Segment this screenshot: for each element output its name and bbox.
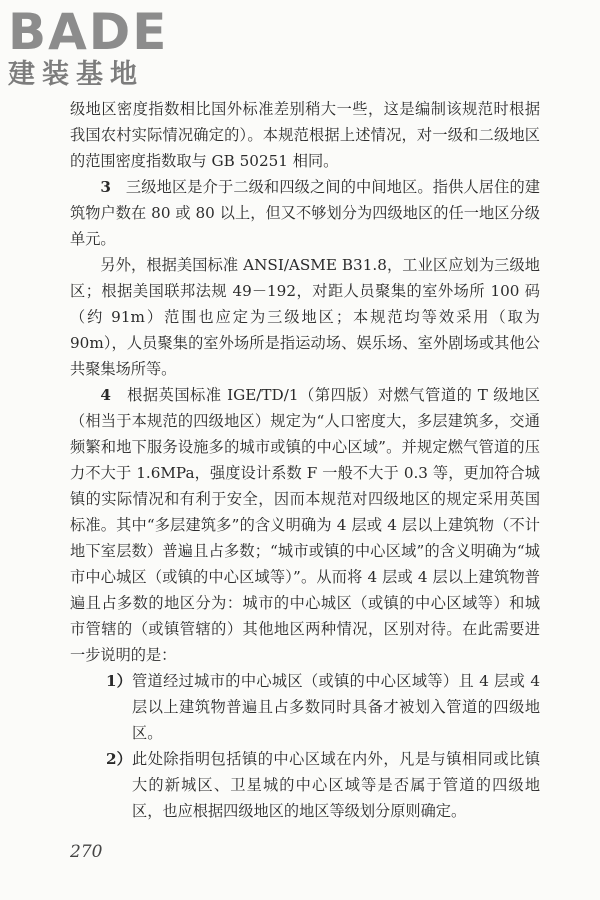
- page-number: 270: [70, 842, 103, 862]
- clause-4: [70, 382, 540, 668]
- paragraph-other: 另外，根据美国标准 ANSI/ASME B31.8，工业区应划为三级地区；根据美国联邦法规 49－192，对距人员聚集的室外场所 100 码（约 91m）范围也应定为三级地区；本规范均等效采用（取为 90m），人员聚集的室外场所是指运动场、娱乐场、室外剧场或其他公共聚集场所等。: [70, 256, 540, 378]
- clause-number: 3: [100, 178, 111, 196]
- logo-subtitle: 建装基地: [8, 59, 144, 90]
- paragraph-continuation: 级地区密度指数相比国外标准差别稍大一些，这是编制该规范时根据我国农村实际情况确定的）。本规范根据上述情况，对一级和二级地区的范围密度指数取与 GB 50251 相同。: [70, 100, 540, 170]
- list-item: [106, 668, 540, 746]
- sub-item-list: [70, 668, 540, 824]
- list-item-text: 此处除指明包括镇的中心区域在内外，凡是与镇相同或比镇大的新城区、卫星城的中心区域等是否属于管道的四级地区，也应根据四级地区的地区等级划分原则确定。: [132, 750, 540, 820]
- brand-logo: [8, 3, 178, 90]
- clause-3: [70, 174, 540, 252]
- clause-number: 4: [100, 386, 111, 404]
- clause-text: 根据英国标准 IGE/TD/1（第四版）对燃气管道的 T 级地区（相当于本规范的四级地区）规定为“人口密度大，多层建筑多，交通频繁和地下服务设施多的城市或镇的中心区域”。并规定燃气管道的压力不大于 1.6MPa，强度设计系数 F 一般不大于 0.3 等，更加符合城镇的实际情况和有利于安全，因而本规范对四级地区的规定采用英国标准。其中“多层建筑多”的含义明确为 4 层或 4 层以上建筑物（不计地下室层数）普遍且占多数；“城市或镇的中心区域”的含义明确为“城市中心城区（或镇的中心区域等）”。从而将 4 层或 4 层以上建筑物普遍且占多数的地区分为：城市的中心城区（或镇的中心区域等）和城市管辖的（或镇管辖的）其他地区两种情况，区别对待。在此需要进一步说明的是：: [70, 386, 540, 664]
- list-marker: 1）: [106, 672, 132, 690]
- list-marker: 2）: [106, 750, 132, 768]
- list-item-text: 管道经过城市的中心城区（或镇的中心区域等）且 4 层或 4 层以上建筑物普遍且占多数同时具备才被划入管道的四级地区。: [132, 672, 540, 742]
- list-item: [106, 746, 540, 824]
- logo-wordmark: BADE: [8, 3, 169, 61]
- clause-text: 三级地区是介于二级和四级之间的中间地区。指供人居住的建筑物户数在 80 或 80 以上，但又不够划分为四级地区的任一地区分级单元。: [70, 178, 541, 248]
- document-body: [70, 96, 540, 824]
